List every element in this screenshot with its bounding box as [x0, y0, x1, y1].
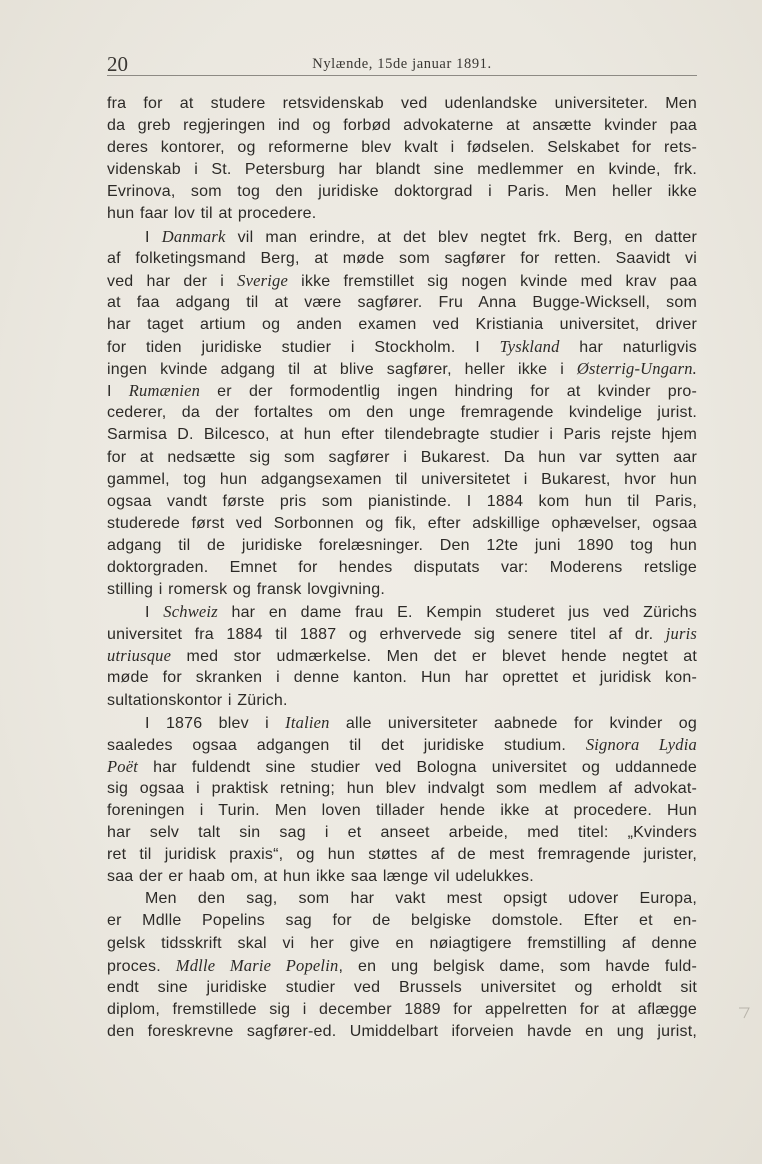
- text-line: [107, 690, 697, 712]
- text-line: [107, 203, 697, 225]
- text-segment: vil man erindre, at det blev negtet frk. Berg, en datter: [225, 228, 697, 246]
- text-line: [107, 380, 697, 402]
- text-line: [107, 822, 697, 844]
- emphasized-text: Østerrig-Ungarn.: [576, 359, 697, 379]
- text-segment: Men den sag, som har vakt mest opsigt udover Europa,: [145, 890, 697, 908]
- text-segment: Evrinova, som tog den juridiske doktorgrad i Paris. Men heller ikke: [107, 183, 697, 201]
- text-segment: ret til juridisk praxis“, og hun støttes af de mest fremragende jurister,: [107, 846, 697, 864]
- text-segment: har naturligvis: [559, 339, 697, 357]
- text-segment: saa der er haab om, at hun ikke saa længe vil udelukkes.: [107, 868, 534, 886]
- text-segment: da greb regjeringen ind og forbød advokaterne at ansætte kvinder paa: [107, 117, 697, 135]
- emphasized-text: Tyskland: [499, 337, 560, 357]
- page-header: [107, 52, 697, 76]
- text-segment: gammel, tog hun adgangsexamen til universitetet i Bukarest, hvor hun: [107, 470, 697, 488]
- header-rule: [107, 75, 697, 76]
- text-segment: at faa adgang til at være sagfører. Fru Anna Bugge-Wicksell, som: [107, 293, 697, 311]
- text-line: [107, 623, 697, 645]
- text-line: [107, 115, 697, 137]
- text-segment: sultationskontor i Zürich.: [107, 691, 288, 709]
- emphasized-text: Signora Lydia: [585, 734, 697, 754]
- text-line: [107, 1021, 697, 1043]
- text-line: [107, 137, 697, 159]
- emphasized-text: Sverige: [237, 270, 289, 290]
- text-line: [107, 910, 697, 932]
- text-line: [107, 955, 697, 977]
- text-line: [107, 491, 697, 513]
- text-segment: stilling i romersk og fransk lovgivning.: [107, 581, 385, 599]
- text-segment: I: [145, 228, 162, 246]
- text-segment: for tiden juridiske studier i Stockholm. I: [107, 339, 500, 357]
- text-segment: møde for skranken i denne kanton. Hun har oprettet et juridisk kon-: [107, 669, 697, 687]
- text-segment: ved har der i: [107, 272, 238, 290]
- text-segment: foreningen i Turin. Men loven tillader hende ikke at procedere. Hun: [107, 802, 697, 819]
- text-line: [107, 866, 697, 888]
- margin-pencil-mark-icon: [738, 1004, 752, 1024]
- emphasized-text: utriusque: [107, 646, 172, 666]
- text-segment: har taget artium og anden examen ved Kristiania universitet, driver: [107, 315, 697, 333]
- text-line: [107, 645, 697, 667]
- text-line: [107, 358, 697, 380]
- text-line: [107, 159, 697, 181]
- text-line: [107, 513, 697, 535]
- text-segment: ingen kvinde adgang til at blive sagfører, heller ikke i: [107, 361, 577, 379]
- text-segment: har selv talt sin sag i et anseet arbeide, med titel: „Kvinders: [107, 824, 697, 842]
- text-line: [107, 402, 697, 424]
- text-line: [107, 270, 697, 292]
- text-line: [107, 999, 697, 1021]
- text-segment: Sarmisa D. Bilcesco, at hun efter tilendebragte studier i Paris rejste hjem: [107, 426, 697, 444]
- text-line: [107, 601, 697, 623]
- text-segment: , en ung belgisk dame, som havde fuld-: [338, 957, 698, 975]
- emphasized-text: Schweiz: [163, 602, 218, 622]
- text-line: [107, 557, 697, 579]
- page-number: 20: [107, 52, 128, 76]
- emphasized-text: juris: [665, 624, 697, 644]
- text-segment: I 1876 blev i: [145, 714, 286, 732]
- emphasized-text: Italien: [285, 712, 330, 732]
- text-segment: har fuldendt sine studier ved Bologna universitet og uddannede: [138, 758, 697, 776]
- text-line: [107, 667, 697, 689]
- text-segment: saaledes ogsaa adgangen til det juridiske studium.: [107, 736, 586, 754]
- text-line: [107, 226, 697, 248]
- text-segment: hun faar lov til at procedere.: [107, 205, 317, 223]
- text-line: [107, 734, 697, 756]
- emphasized-text: Danmark: [161, 226, 226, 246]
- text-segment: ogsaa vandt første pris som pianistinde. I 1884 kom hun til Paris,: [107, 492, 697, 510]
- text-segment: proces.: [107, 957, 176, 975]
- text-line: [107, 292, 697, 314]
- text-segment: endt sine juridiske studier ved Brussels universitet og erholdt sit: [107, 978, 697, 996]
- text-line: [107, 756, 697, 778]
- text-line: [107, 93, 697, 115]
- text-line: [107, 888, 697, 910]
- text-segment: diplom, fremstillede sig i december 1889 for appelretten for at aflægge: [107, 1000, 697, 1018]
- text-line: [107, 469, 697, 491]
- text-line: [107, 424, 697, 446]
- text-line: [107, 844, 697, 866]
- emphasized-text: Mdlle Marie Popelin: [175, 955, 339, 975]
- text-segment: er Mdlle Popelins sag for de belgiske domstole. Efter et en-: [107, 912, 697, 930]
- text-line: [107, 933, 697, 955]
- text-line: [107, 336, 697, 358]
- text-segment: med stor udmærkelse. Men det er blevet hende negtet at: [171, 648, 697, 666]
- text-segment: har en dame frau E. Kempin studeret jus ved Zürichs: [217, 604, 697, 622]
- emphasized-text: Poët: [107, 756, 139, 776]
- text-segment: deres kontorer, og reformerne blev kvalt i fødselen. Selskabet for rets-: [107, 139, 697, 157]
- text-line: [107, 181, 697, 203]
- text-segment: gelsk tidsskrift skal vi her give en nøiagtigere fremstilling af denne: [107, 934, 697, 952]
- text-segment: cederer, da der fortaltes om den unge fremragende kvindelige jurist.: [107, 404, 697, 422]
- text-line: [107, 977, 697, 999]
- text-line: [107, 248, 697, 270]
- emphasized-text: Rumænien: [128, 381, 201, 401]
- text-segment: adgang til de juridiske forelæsninger. Den 12te juni 1890 tog hun: [107, 536, 697, 554]
- text-line: [107, 800, 697, 822]
- text-segment: fra for at studere retsvidenskab ved udenlandske universiteter. Men: [107, 95, 697, 112]
- text-segment: af folketingsmand Berg, at møde som sagfører for retten. Saavidt vi: [107, 249, 697, 267]
- text-segment: alle universiteter aabnede for kvinder og: [329, 714, 697, 732]
- text-segment: er der formodentlig ingen hindring for at kvinder pro-: [200, 383, 697, 401]
- text-line: [107, 778, 697, 800]
- running-head: Nylænde, 15de januar 1891.: [312, 56, 492, 72]
- text-segment: I: [145, 604, 164, 622]
- text-line: [107, 579, 697, 601]
- text-line: [107, 314, 697, 336]
- text-segment: studerede først ved Sorbonnen og fik, efter adskillige ophævelser, ogsaa: [107, 514, 697, 532]
- text-segment: sig ogsaa i praktisk retning; hun blev indvalgt som medlem af advokat-: [107, 779, 697, 797]
- text-line: [107, 712, 697, 734]
- text-segment: universitet fra 1884 til 1887 og erhvervede sig senere titel af dr.: [107, 626, 666, 644]
- text-segment: den foreskrevne sagfører-ed. Umiddelbart iforveien havde en ung jurist,: [107, 1022, 697, 1040]
- text-segment: videnskab i St. Petersburg har blandt sine medlemmer en kvinde, frk.: [107, 161, 697, 179]
- text-segment: ikke fremstillet sig nogen kvinde med krav paa: [288, 272, 697, 290]
- text-line: [107, 535, 697, 557]
- text-segment: doktorgraden. Emnet for hendes disputats var: Moderens retslige: [107, 558, 697, 576]
- body-text: [107, 93, 697, 1043]
- text-segment: for at nedsætte sig som sagfører i Bukarest. Da hun var sytten aar: [107, 448, 697, 466]
- text-line: [107, 447, 697, 469]
- text-segment: I: [107, 383, 129, 401]
